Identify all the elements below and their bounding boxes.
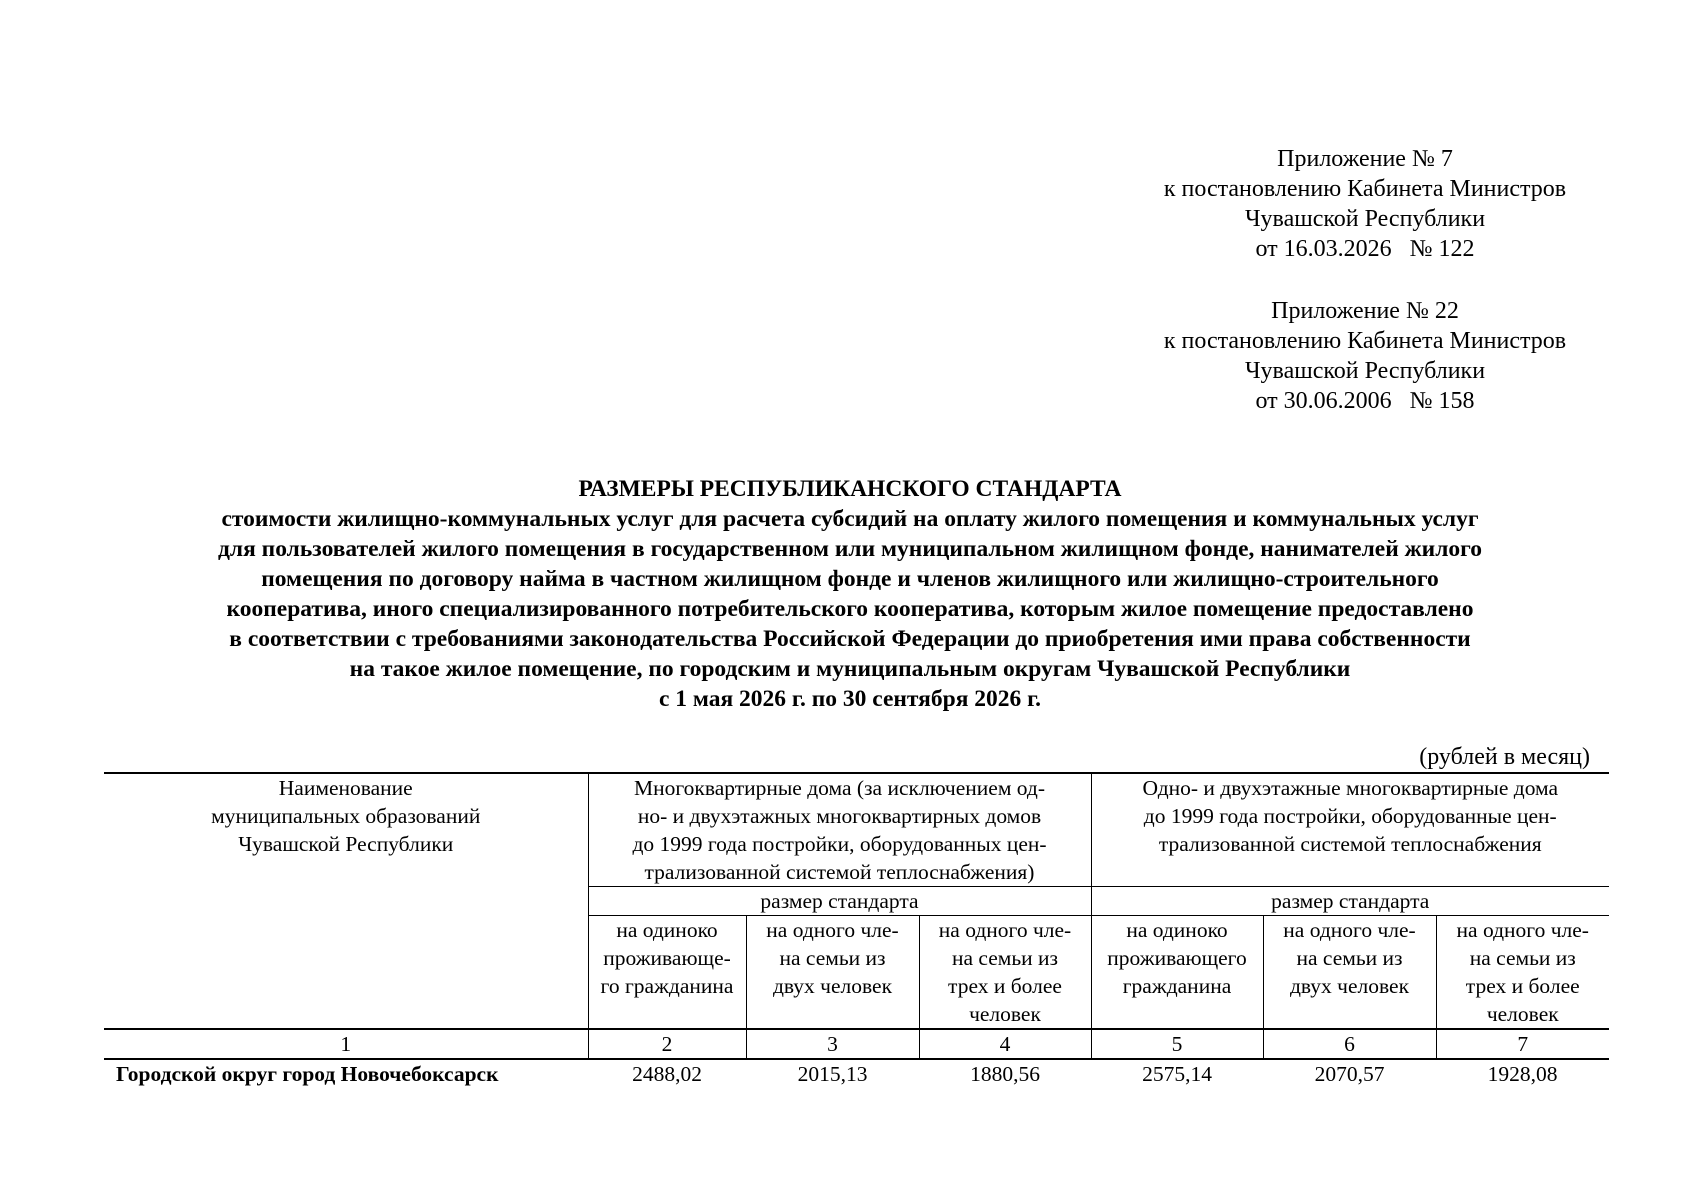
header-standard-size-2: размер стандарта [1091, 887, 1609, 916]
appendix-7-issuer: к постановлению Кабинета Министров [1163, 176, 1567, 202]
appendix-7-region: Чувашской Республики [1244, 206, 1486, 232]
header-family-two-1: на одного чле- на семьи из двух человек [746, 916, 919, 1030]
title-line-3: для пользователей жилого помещения в государственном или муниципальном жилищном фонде, нанимателей жилого [218, 536, 1482, 562]
units-note: (рублей в месяц) [1419, 744, 1590, 770]
column-number-5: 5 [1091, 1029, 1263, 1059]
column-number-7: 7 [1436, 1029, 1609, 1059]
column-number-4: 4 [919, 1029, 1091, 1059]
header-group-multiapartment: Многоквартирные дома (за исключением од- но- и двухэтажных многоквартирных домов до 1999 года постройки, оборудованных цен- трализованной системой теплоснабжения) [588, 773, 1091, 887]
header-municipality: Наименование муниципальных образований Чувашской Республики [104, 773, 588, 1029]
header-single-resident-2: на одиноко проживающего гражданина [1091, 916, 1263, 1030]
header-standard-size-1: размер стандарта [588, 887, 1091, 916]
header-family-two-2: на одного чле- на семьи из двух человек [1263, 916, 1436, 1030]
appendix-7-date-number: от 16.03.2026 № 122 [1255, 236, 1475, 262]
header-family-three-2: на одного чле- на семьи из трех и более человек [1436, 916, 1609, 1030]
row-municipality-name: Городской округ город Новочебоксарск [116, 1062, 499, 1086]
title-line-2: стоимости жилищно-коммунальных услуг для расчета субсидий на оплату жилого помещения и коммунальных услуг [221, 506, 1479, 532]
header-single-resident-1: на одиноко проживающе- го гражданина [588, 916, 746, 1030]
appendix-22-title: Приложение № 22 [1271, 298, 1459, 324]
row-value-single-1: 2488,02 [632, 1062, 702, 1086]
row-value-single-2: 2575,14 [1142, 1062, 1212, 1086]
column-number-1: 1 [104, 1029, 588, 1059]
row-value-two-1: 2015,13 [797, 1062, 868, 1086]
appendix-7-block [1135, 144, 1595, 264]
appendix-22-region: Чувашской Республики [1244, 358, 1486, 384]
appendix-22-block [1135, 296, 1595, 416]
document-title [90, 474, 1610, 714]
title-line-5: кооператива, иного специализированного потребительского кооператива, которым жилое помещение предоставлено [226, 596, 1474, 622]
title-line-7: на такое жилое помещение, по городским и муниципальным округам Чувашской Республики [349, 656, 1351, 682]
row-value-three-2: 1928,08 [1487, 1062, 1558, 1086]
appendix-7-title: Приложение № 7 [1277, 146, 1453, 172]
title-line-8: с 1 мая 2026 г. по 30 сентября 2026 г. [658, 686, 1042, 712]
column-number-2: 2 [588, 1029, 746, 1059]
row-value-two-2: 2070,57 [1314, 1062, 1385, 1086]
appendix-22-date-number: от 30.06.2006 № 158 [1255, 388, 1475, 414]
table-row [104, 1059, 1609, 1088]
row-value-three-1: 1880,56 [970, 1062, 1040, 1086]
column-number-3: 3 [746, 1029, 919, 1059]
column-number-6: 6 [1263, 1029, 1436, 1059]
appendix-22-issuer: к постановлению Кабинета Министров [1163, 328, 1567, 354]
title-line-1: РАЗМЕРЫ РЕСПУБЛИКАНСКОГО СТАНДАРТА [578, 476, 1122, 502]
standard-table [104, 772, 1609, 1088]
header-group-low-rise: Одно- и двухэтажные многоквартирные дома до 1999 года постройки, оборудованные цен- трализованной системой теплоснабжения [1091, 773, 1609, 887]
title-line-6: в соответствии с требованиями законодательства Российской Федерации до приобретения ими права собственности [229, 626, 1471, 652]
header-family-three-1: на одного чле- на семьи из трех и более человек [919, 916, 1091, 1030]
title-line-4: помещения по договору найма в частном жилищном фонде и членов жилищного или жилищно-строительного [261, 566, 1439, 592]
